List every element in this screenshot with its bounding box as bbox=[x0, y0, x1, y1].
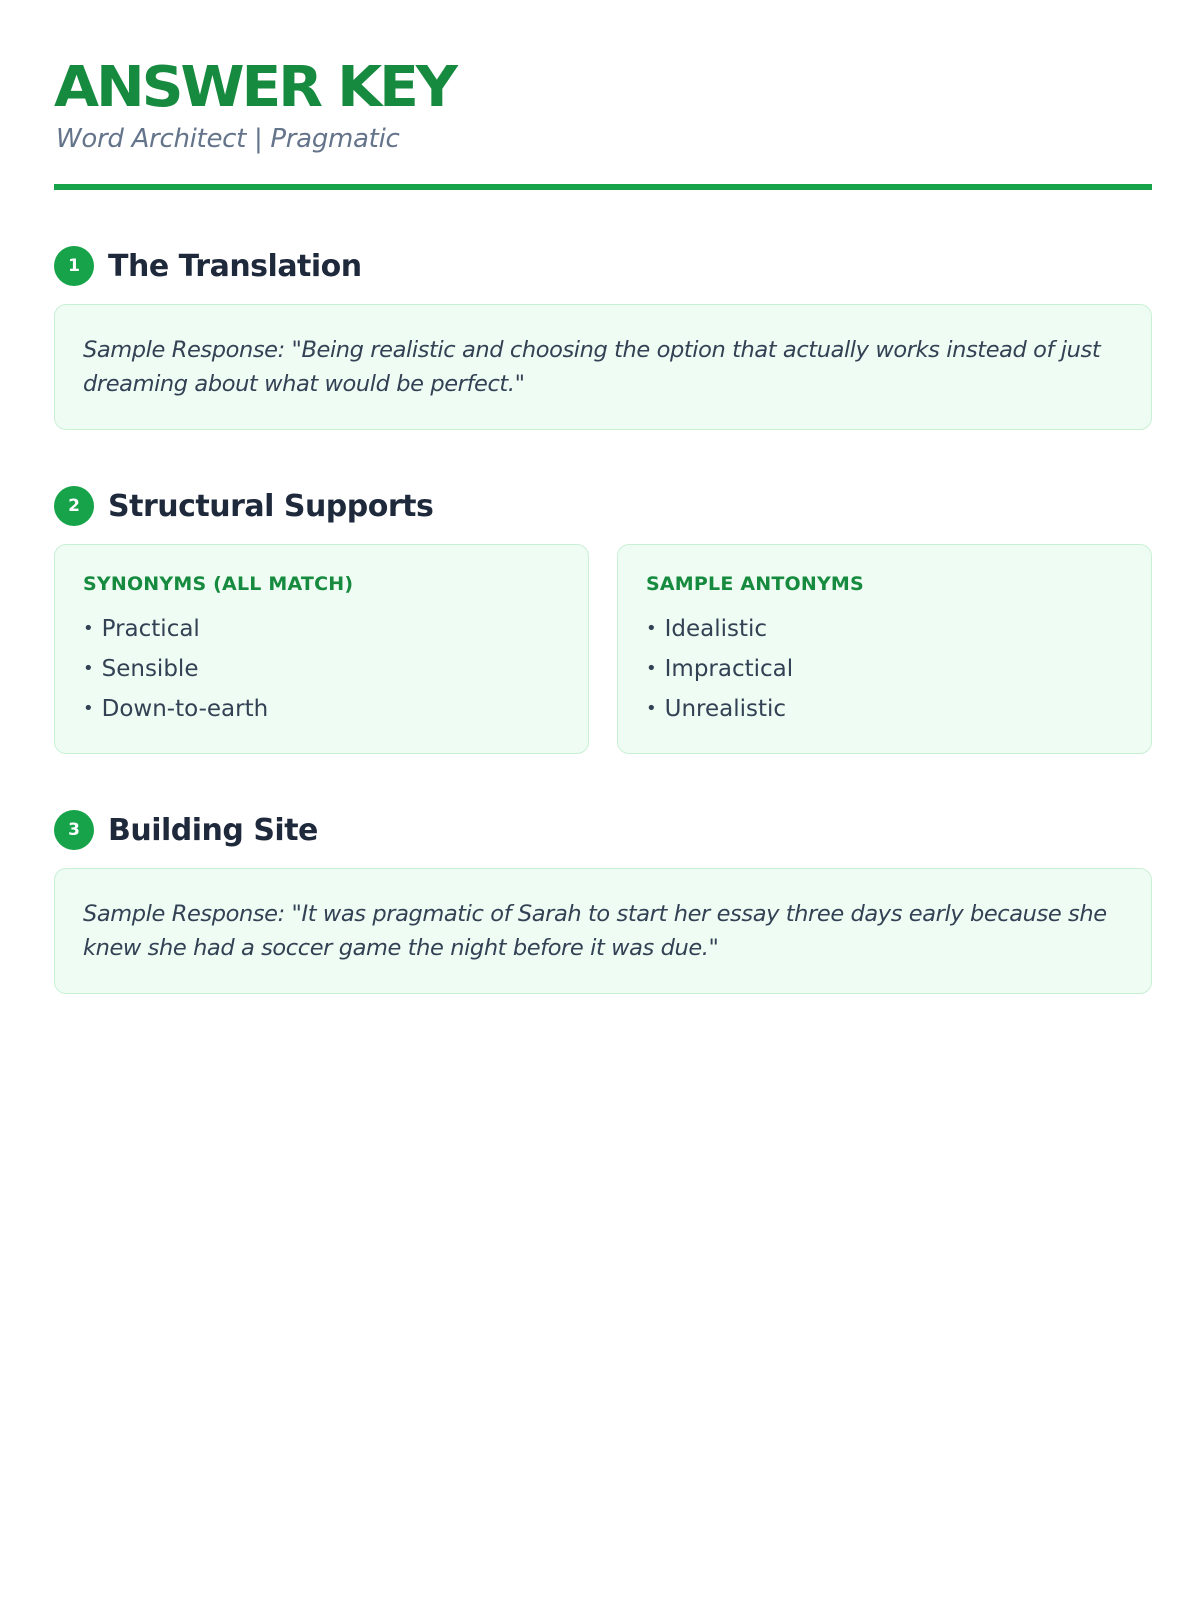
section-title: Building Site bbox=[108, 812, 318, 848]
synonym-text: Sensible bbox=[101, 656, 199, 682]
synonym-text: Down-to-earth bbox=[101, 696, 269, 722]
synonyms-heading: SYNONYMS (ALL MATCH) bbox=[83, 573, 354, 595]
section-header bbox=[54, 486, 1152, 526]
page-title: ANSWER KEY bbox=[54, 55, 455, 120]
synonym-text: Practical bbox=[101, 616, 200, 642]
header-divider bbox=[54, 184, 1152, 190]
section-number-badge: 2 bbox=[54, 486, 94, 526]
antonym-text: Idealistic bbox=[664, 616, 768, 642]
sample-response: Sample Response: "It was pragmatic of Sarah to start her essay three days early because she knew she had a soccer game the night before it was due." bbox=[83, 901, 1107, 961]
section-title: Structural Supports bbox=[108, 488, 434, 524]
list-item bbox=[646, 649, 1123, 689]
synonyms-list bbox=[83, 609, 560, 729]
answer-key-page bbox=[54, 0, 1152, 994]
list-item bbox=[646, 609, 1123, 649]
list-item bbox=[646, 689, 1123, 729]
bullet-icon: • bbox=[646, 618, 657, 639]
bullet-icon: • bbox=[83, 658, 94, 679]
antonyms-heading: SAMPLE ANTONYMS bbox=[646, 573, 864, 595]
list-item bbox=[83, 689, 560, 729]
section-number-badge: 3 bbox=[54, 810, 94, 850]
page-subtitle: Word Architect | Pragmatic bbox=[56, 124, 400, 154]
bullet-icon: • bbox=[83, 698, 94, 719]
list-item bbox=[83, 649, 560, 689]
antonym-text: Unrealistic bbox=[664, 696, 787, 722]
antonyms-list bbox=[646, 609, 1123, 729]
response-box bbox=[54, 868, 1152, 994]
section-structural-supports bbox=[54, 486, 1152, 754]
section-header bbox=[54, 810, 1152, 850]
sample-response: Sample Response: "Being realistic and choosing the option that actually works instead of just dreaming about what would be perfect." bbox=[83, 337, 1101, 397]
page-header bbox=[54, 0, 1152, 190]
section-translation bbox=[54, 246, 1152, 430]
section-number-badge: 1 bbox=[54, 246, 94, 286]
bullet-icon: • bbox=[646, 698, 657, 719]
synonyms-box bbox=[54, 544, 589, 754]
section-header bbox=[54, 246, 1152, 286]
antonyms-box bbox=[617, 544, 1152, 754]
antonym-text: Impractical bbox=[664, 656, 794, 682]
bullet-icon: • bbox=[646, 658, 657, 679]
list-item bbox=[83, 609, 560, 649]
bullet-icon: • bbox=[83, 618, 94, 639]
response-box bbox=[54, 304, 1152, 430]
supports-columns bbox=[54, 544, 1152, 754]
section-building-site bbox=[54, 810, 1152, 994]
section-title: The Translation bbox=[108, 248, 362, 284]
